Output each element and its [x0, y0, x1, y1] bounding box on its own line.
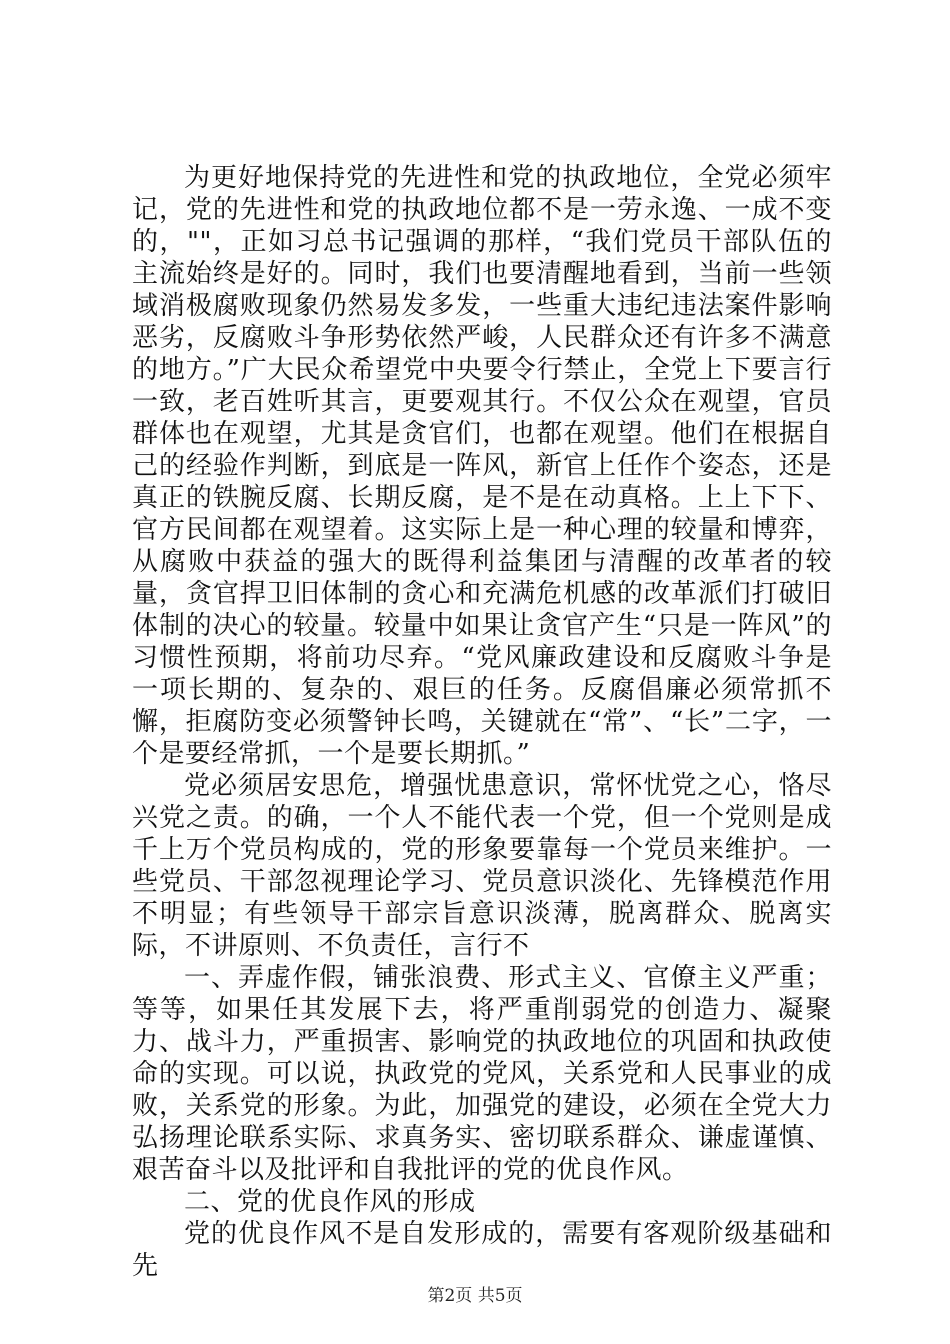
section-heading: 二、党的优良作风的形成 — [184, 1187, 476, 1217]
page-number: 第2页 共5页 — [427, 1286, 523, 1306]
paragraph-3: 一、弄虚作假，铺张浪费、形式主义、官僚主义严重；等等，如果任其发展下去，将严重削弱党的创造力、凝聚力、战斗力，严重损害、影响党的执政地位的巩固和执政使命的实现。可以说，执政党的党风，关系党和人民事业的成败，关系党的形象。为此，加强党的建设，必须在全党大力弘扬理论联系实际、求真务实、密切联系群众、谦虚谨慎、艰苦奋斗以及批评和自我批评的党的优良作风。 — [132, 963, 832, 1185]
document-body — [132, 162, 832, 1282]
paragraph-1: 为更好地保持党的先进性和党的执政地位，全党必须牢记，党的先进性和党的执政地位都不是一劳永逸、一成不变的，""，正如习总书记强调的那样，“我们党员干部队伍的主流始终是好的。同时，我们也要清醒地看到，当前一些领域消极腐败现象仍然易发多发，一些重大违纪违法案件影响恶劣，反腐败斗争形势依然严峻，人民群众还有许多不满意的地方。”广大民众希望党中央要令行禁止，全党上下要言行一致，老百姓听其言，更要观其行。不仅公众在观望，官员群体也在观望，尤其是贪官们，也都在观望。他们在根据自己的经验作判断，到底是一阵风，新官上任作个姿态，还是真正的铁腕反腐、长期反腐，是不是在动真格。上上下下、官方民间都在观望着。这实际上是一种心理的较量和博弈，从腐败中获益的强大的既得利益集团与清醒的改革者的较量，贪官捍卫旧体制的贪心和充满危机感的改革派们打破旧体制的决心的较量。较量中如果让贪官产生“只是一阵风”的习惯性预期，将前功尽弃。“党风廉政建设和反腐败斗争是一项长期的、复杂的、艰巨的任务。反腐倡廉必须常抓不懈，拒腐防变必须警钟长鸣，关键就在“常”、“长”二字，一个是要经常抓，一个是要长期抓。” — [132, 163, 832, 769]
page-footer — [0, 1281, 950, 1306]
paragraph-4: 党的优良作风不是自发形成的，需要有客观阶级基础和先 — [132, 1219, 832, 1281]
paragraph-2: 党必须居安思危，增强忧患意识，常怀忧党之心，恪尽兴党之责。的确，一个人不能代表一个党，但一个党则是成千上万个党员构成的，党的形象要靠每一个党员来维护。一些党员、干部忽视理论学习、党员意识淡化、先锋模范作用不明显；有些领导干部宗旨意识淡薄，脱离群众、脱离实际，不讲原则、不负责任，言行不 — [132, 771, 832, 961]
